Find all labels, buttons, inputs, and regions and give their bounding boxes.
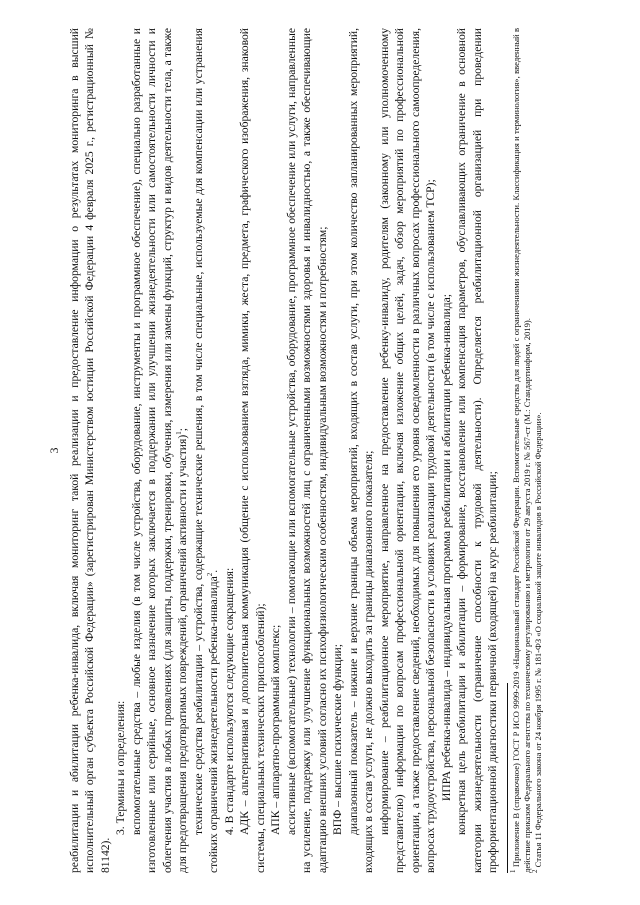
paragraph-tail: ; [176,428,189,432]
paragraph [330,28,346,873]
page-number: 3 [48,447,61,454]
footnote-text: Статья 11 Федерального закона от 24 ноября 1995 г. № 181-ФЗ «О социальной защите инвалидов в Российской Федерации». [532,412,543,868]
paragraph-text: 4. В стандарте используются следующие сокращения: [222,567,236,835]
paragraph [284,28,331,873]
footnote-separator [507,683,508,873]
paragraph [454,28,501,873]
paragraph [129,28,191,873]
body-text [67,28,501,873]
paragraph-text: ИПРА ребенка-инвалида – индивидуальная программа реабилитации и абилитации ребенка-инвалида; [439,294,453,801]
paragraph [237,28,268,873]
paragraph-tail: . [207,569,220,573]
paragraph [113,28,129,873]
footnote-ref: 1 [175,431,184,435]
footnote-ref: 2 [206,572,215,577]
paragraph-text: конкретная цель реабилитации и абилитации – формирование, восстановление или компенсация параметров, обуславливающих ограничение в основной категории жизнедеятельности (ограничение способности к трудовой деятельности). Определяется реабилитационной организацией при проведении профориентационной диагностики первичной (входящей) на курс реабилитации; [455,28,499,873]
paragraph-text: реабилитации и абилитации ребенка-инвалида, включая мониторинг такой реализации и предоставление информации о результатах мониторинга в высший исполнительный орган субъекта Российской Федерации» (зарегистрирован Министерством юстиции Российской Федерации 4 февраля 2025 г., регистрационный № 81142). [67,28,112,873]
paragraph-text: технические средства реабилитации – устройства, содержащие технические решения, в том числе специальные, используемые для компенсации или устранения стойких ограничений жизнедеятельности ребенка-инвалида [191,28,220,873]
paragraph [377,28,439,873]
paragraph-text: ассистивные (вспомогательные) технологии – помогающие или вспомогательные устройства, оборудование, программное обеспечение или услуги, направленные на усиление, поддержку или улучшение функциональных возможностей лиц с ограниченными возможностями здоровья и инвалидностью, а также обеспечивающие адаптацию внешних условий согласно их психофизиологическим особенностям, индивидуальным возможностям и потребностям; [284,28,329,873]
footnote-mark: 1 [508,869,517,873]
paragraph-text: 3. Термины и определения: [114,700,127,835]
document-page [47,28,592,873]
footnotes [508,28,544,873]
footnote-text: Приложение В (справочное) ГОСТ Р ИСО 9999-2019 «Национальный стандарт Российской Федерации. Вспомогательные средства для людей с ограничениями жизнедеятельности. Классификация и терминология», введенный в действие приказом Федерального агентства по техническому регулированию и метрологии от 29 августа 2019 г. № 567-ст (М.: Стандартинформ, 2019). [510,28,532,873]
paragraph-text: АПК – аппаратно-программный комплекс; [269,624,282,835]
paragraph [346,28,377,873]
paragraph [268,28,284,873]
paragraph-text: вспомогательные средства – любые изделия (в том числе устройства, оборудование, инструменты и программное обеспечение), специально разработанные и изготовленные или серийные, основное назначение которых заключается в поддержании или улучшении жизнедеятельности или самостоятельности личности и облегчения участия в любых проявлениях (для защиты, поддержки, тренировки, обучения, измерения или замены функций, структур и видов деятельности тела, а также для предотвращения предотвратимых повреждений, ограничений активности и участия) [129,28,189,873]
paragraph-text: ВПФ – высшие психические функции; [331,644,344,835]
footnote-mark: 2 [530,869,539,873]
paragraph [67,28,114,873]
paragraph [222,28,238,873]
paragraph-text: АДК – альтернативная и дополнительная коммуникация (общение с использованием взгляда, мимики, жеста, предмета, графического изображения, знаковой системы, специальных технических приспособлений); [238,28,267,873]
paragraph-text: информирование – реабилитационное мероприятие, направленное на предоставление ребенку-инвалиду, родителям (законному или уполномоченному представителю) информации по вопросам профессиональной ориентации, включая изложение общих целей, задач, обзор мероприятий по профессиональной ориентации, а также предоставление сведений, необходимых для повышения его уровня осведомленности в различных вопросах профессионального самоопределения, вопросах трудоустройства, персональной безопасности в условиях реализации трудовой деятельности (в том числе с использованием ТСР); [377,28,437,873]
paragraph [439,28,455,873]
paragraph-text: диапазонный показатель – нижние и верхние границы объема мероприятий, входящих в состав услуги, при этом количество запланированных мероприятий, входящих в состав услуги, не должно выходить за границы диапазонного показателя; [346,28,375,873]
footnote [508,28,533,873]
footnote [530,28,544,873]
paragraph [191,28,222,873]
